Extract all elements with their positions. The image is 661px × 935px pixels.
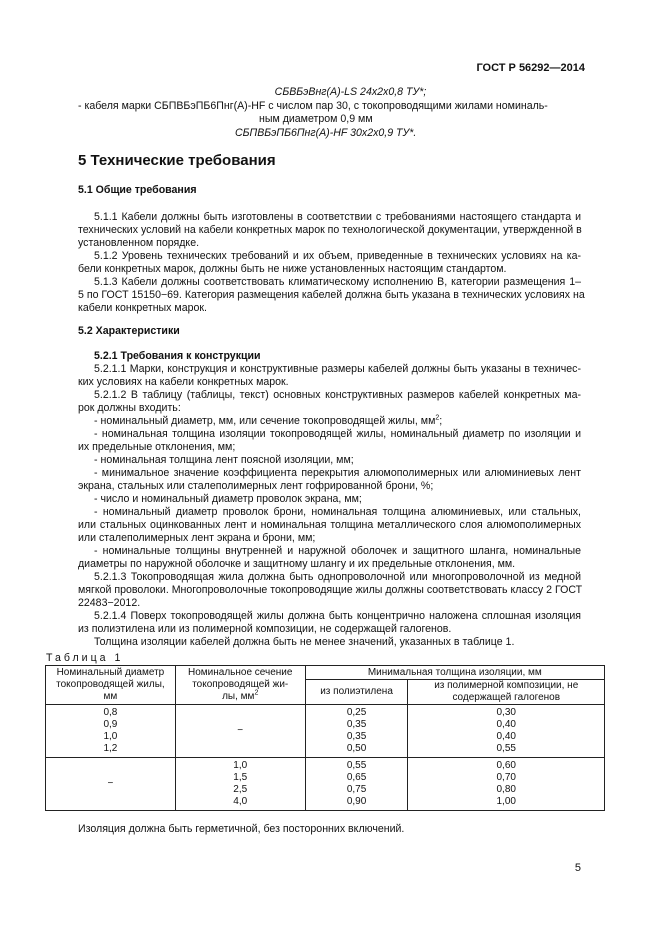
cell-polyethylene (305, 758, 408, 811)
cell-value: 1,2 (103, 743, 118, 754)
header-text: токопроводящей жилы, (56, 679, 165, 690)
cell-value: 1,0 (103, 731, 118, 742)
list-item-text: - номинальный диаметр, мм, или сечение токопроводящей жилы, мм (94, 415, 436, 427)
header-text-part: лы, мм (222, 691, 255, 702)
paragraph-line: рок должны входить: (78, 402, 181, 414)
cell-value: 0,60 (496, 760, 516, 771)
cell-value: 0,35 (346, 731, 367, 742)
header-text: Номинальное сечение (187, 667, 293, 678)
cell-halogen-free (408, 758, 605, 811)
header-text: содержащей галогенов (452, 692, 561, 703)
cell-value: 0,50 (346, 743, 367, 754)
table-caption: Таблица 1 (46, 652, 124, 664)
paragraph-line: - номинальная толщина лент поясной изоляции, мм; (94, 454, 354, 466)
paragraph-line: 22483−2012. (78, 597, 141, 609)
header-text: токопроводящей жи- (192, 679, 289, 690)
section-title: 5 Технические требования (78, 152, 276, 169)
paragraph-line: бели конкретных марок, должны быть не ниже установленных настоящим стандартом. (78, 263, 507, 275)
cell-value: 0,25 (346, 707, 367, 718)
paragraph-line: 5.2.1.2 В таблицу (таблицы, текст) основных конструктивных размеров кабелей конкретных ма- (94, 389, 581, 401)
cell-value: 0,30 (496, 707, 516, 718)
paragraph-line: - номинальный диаметр проволок брони, номинальная толщина алюминиевых, или стальных, (94, 506, 581, 518)
paragraph-line: Толщина изоляции кабелей должна быть не менее значений, указанных в таблице 1. (94, 636, 515, 648)
paragraph-line: - минимальное значение коэффициента перекрытия алюмополимерных или алюминиевых лент (94, 467, 581, 479)
paragraph-line: 5.2.1.3 Токопроводящая жила должна быть однопроволочной или многопроволочной из медной (94, 571, 581, 583)
document-header: ГОСТ Р 56292—2014 (476, 62, 585, 74)
paragraph-line: из полиэтилена или из полимерной композиции, не содержащей галогенов. (78, 623, 452, 635)
cell-polyethylene (305, 705, 408, 758)
paragraph-line: или сталеполимерных лент экрана и брони, мм; (78, 532, 316, 544)
cell-value: 0,40 (496, 731, 516, 742)
paragraph-line: экрана, стальных или сталеполимерных лент гофрированной брони, %; (78, 480, 434, 492)
paragraph-line: 5.2.1.1 Марки, конструкция и конструктивные размеры кабелей должны быть указаны в техничес- (94, 363, 581, 375)
cell-value: 0,90 (346, 796, 367, 807)
table-row (46, 758, 605, 811)
page-number: 5 (574, 862, 581, 874)
paragraph-line: - номинальные толщины внутренней и наружной оболочек и защитного шланга, номинальные (94, 545, 581, 557)
cell-value: 1,00 (496, 796, 516, 807)
cell-value: 0,70 (496, 772, 516, 783)
superscript: 2 (254, 689, 259, 697)
header-diameter (46, 666, 176, 705)
text-line: СБПВБэПБ6Пнг(А)-HF 30x2x0,9 ТУ*. (235, 127, 417, 139)
text-line: СБВБэВнг(А)-LS 24x2x0,8 ТУ*; (274, 86, 427, 98)
paragraph-line: 5 по ГОСТ 15150−69. Категория размещения кабелей должна быть указана в технических условиях на (78, 289, 585, 301)
cell-value: 0,8 (103, 707, 118, 718)
header-section (175, 666, 305, 705)
header-text: Номинальный диаметр (56, 667, 165, 678)
paragraph-line: 5.1.2 Уровень технических требований и их объем, приведенные в технических условиях на ка- (94, 250, 581, 262)
subsection-title: 5.1 Общие требования (78, 184, 197, 196)
cell-halogen-free (408, 705, 605, 758)
cell-value: 4,0 (233, 796, 248, 807)
cell-diameter: − (46, 758, 176, 811)
cell-value: 0,9 (103, 719, 118, 730)
insulation-table (45, 665, 605, 811)
cell-value: 0,55 (346, 760, 367, 771)
cell-value: 0,35 (346, 719, 367, 730)
cell-diameter (46, 705, 176, 758)
header-text: из полимерной композиции, не (434, 680, 579, 691)
header-polyethylene: из полиэтилена (305, 680, 408, 705)
cell-value: 0,75 (346, 784, 367, 795)
paragraph-line: диаметры по наружной оболочке и защитному шлангу и их предельные отклонения, мм. (78, 558, 516, 570)
cell-value: 0,40 (496, 719, 516, 730)
paragraph-line: 5.2.1.4 Поверх токопроводящей жилы должна быть концентрично наложена сплошная изоляция (94, 610, 581, 622)
header-halogen-free (408, 680, 605, 705)
table-row (46, 705, 605, 758)
paragraph-line: технических условий на кабели конкретных марок по технологической документации, утвержденной в (78, 224, 582, 236)
paragraph-line: ких условиях на кабели конкретных марок. (78, 376, 289, 388)
header-min-thickness: Минимальная толщина изоляции, мм (305, 666, 604, 680)
paragraph-line: кабели конкретных марок. (78, 302, 207, 314)
cell-value: 1,5 (233, 772, 248, 783)
cell-value: 2,5 (233, 784, 248, 795)
header-text (179, 691, 302, 703)
cell-value: 0,80 (496, 784, 516, 795)
cell-section: − (175, 705, 305, 758)
subsection-title: 5.2.1 Требования к конструкции (94, 350, 261, 362)
paragraph-line: установленном порядке. (78, 237, 200, 249)
paragraph-line: Изоляция должна быть герметичной, без посторонних включений. (78, 823, 405, 835)
superscript: 2 (435, 414, 440, 422)
paragraph-line: 5.1.3 Кабели должны соответствовать климатическому исполнению В, категории размещения 1– (94, 276, 581, 288)
paragraph-line: - число и номинальный диаметр проволок экрана, мм; (94, 493, 362, 505)
paragraph-line: - номинальная толщина изоляции токопроводящей жилы, номинальный диаметр по изоляции и (94, 428, 581, 440)
paragraph-line: - номинальный диаметр, мм, или сечение токопроводящей жилы, $мм^2$; (94, 414, 443, 427)
text-line: - кабеля марки СБПВБэПБ6Пнг(А)-HF с числом пар 30, с токопроводящими жилами номиналь- (78, 100, 548, 112)
cell-value: 1,0 (233, 760, 248, 771)
subsection-title: 5.2 Характеристики (78, 325, 180, 337)
cell-value: 0,65 (346, 772, 367, 783)
paragraph-line: или стальных оцинкованных лент и номинальная толщина металлического слоя алюмополимерных (78, 519, 581, 531)
cell-value: 0,55 (496, 743, 516, 754)
paragraph-line: 5.1.1 Кабели должны быть изготовлены в соответствии с требованиями настоящего стандарта и (94, 211, 581, 223)
text-line: ным диаметром 0,9 мм (259, 113, 373, 125)
paragraph-line: их предельные отклонения, мм; (78, 441, 236, 453)
header-text: мм (103, 691, 118, 702)
cell-section (175, 758, 305, 811)
paragraph-line: мягкой проволоки. Многопроволочные токопроводящие жилы должны соответствовать классу 2 ГОСТ (78, 584, 583, 596)
